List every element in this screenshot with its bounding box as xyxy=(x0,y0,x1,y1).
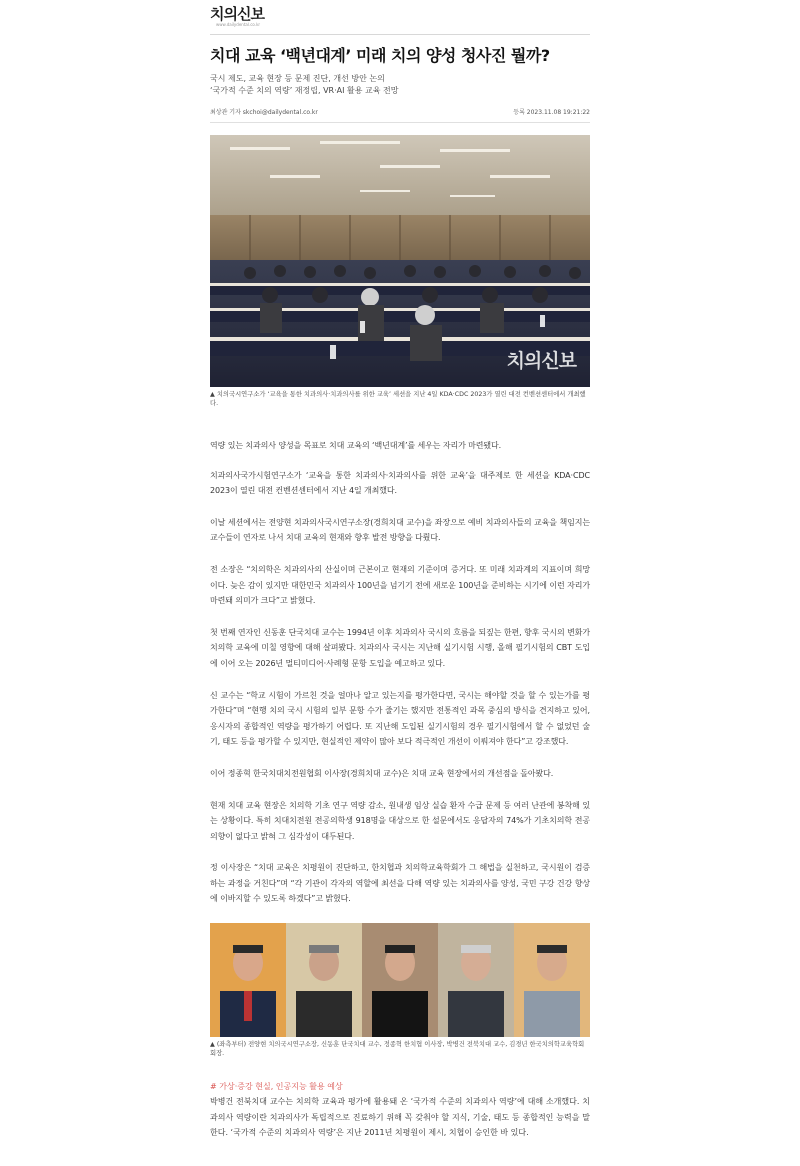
article-paragraph: 정 이사장은 “치대 교육은 치평원이 진단하고, 한치협과 치의학교육학회가 그 해법을 실천하고, 국시원이 검증하는 과정을 거친다”며 “각 기관이 각자의 역할에 최선을 다해 역량 있는 치과의사를 양성, 국민 구강 건강 향상에 이바지할 수 있도록 하겠다”고 밝혔다. xyxy=(210,863,590,904)
article-paragraph: 박병건 전북치대 교수는 치의학 교육과 평가에 활용돼 온 ‘국가적 수준의 치과의사 역량’에 대해 소개했다. 치과의사 역량이란 치과의사가 독립적으로 진료하기 위해 꼭 갖춰야 할 지식, 기술, 태도 등 종합적인 능력을 말한다. ‘국가적 수준의 치과의사 역량’은 지난 2011년 치평원이 제시, 치협이 승인한 바 있다. xyxy=(210,1097,590,1138)
site-url[interactable]: www.dailydental.co.kr xyxy=(216,22,261,27)
speaker-portrait xyxy=(438,923,514,1037)
header-divider xyxy=(210,34,590,35)
speakers-photo xyxy=(210,923,590,1037)
article-paragraph: 첫 번째 연자인 신동훈 단국치대 교수는 1994년 이후 치과의사 국시의 흐름을 되짚는 한편, 향후 국시의 변화가 치의학 교육에 미칠 영향에 대해 살펴봤다. 치과의사 국시는 지난해 실기시험 시행, 올해 필기시험의 CBT 도입에 이어 오는 2026년 멀티미디어·사례형 문항 도입을 예고하고 있다. xyxy=(210,627,590,668)
article-paragraph: 이날 세션에서는 전양현 치과의사국시연구소장(경희치대 교수)을 좌장으로 예비 치과의사들의 교육을 책임지는 교수들이 연자로 나서 치대 교육의 현재와 향후 발전 방향을 다뤘다. xyxy=(210,517,590,543)
section-heading: # 가상·증강 현실, 인공지능 활용 예상 xyxy=(210,1082,343,1092)
article-paragraph: 이어 정종혁 한국치대치전원협회 이사장(경희치대 교수)은 치대 교육 현장에서의 개선점을 돌아봤다. xyxy=(210,768,554,778)
article-subtitle xyxy=(210,73,590,97)
byline[interactable]: 최상관 기자 skchoi@dailydental.co.kr xyxy=(210,109,318,116)
site-header xyxy=(210,6,590,28)
article-page xyxy=(210,0,590,1141)
publish-date: 등록 2023.11.08 19:21:22 xyxy=(513,109,590,116)
article-paragraph: 치과의사국가시험연구소가 ‘교육을 통한 치과의사·치과의사를 위한 교육’을 대주제로 한 세션을 KDA·CDC 2023이 열린 대전 컨벤션센터에서 지난 4일 개최했다. xyxy=(210,470,590,496)
site-logo[interactable]: 치의신보 xyxy=(210,5,264,23)
subtitle-line: 국시 제도, 교육 현장 등 문제 진단, 개선 방안 논의 xyxy=(210,74,385,83)
section-body xyxy=(210,1094,590,1141)
speaker-portrait xyxy=(210,923,286,1037)
speaker-portrait xyxy=(514,923,590,1037)
speaker-portrait xyxy=(362,923,438,1037)
photo-caption: ▲ 치의국시연구소가 ‘교육을 통한 치과의사·치과의사를 위한 교육’ 세션을 지난 4일 KDA·CDC 2023가 열린 대전 컨벤션센터에서 개최했다. xyxy=(210,391,586,407)
speaker-portrait xyxy=(286,923,362,1037)
article-body xyxy=(210,438,590,907)
article-paragraph: 현재 치대 교육 현장은 치의학 기초 연구 역량 감소, 원내생 임상 실습 환자 수급 문제 등 여러 난관에 봉착해 있는 상황이다. 특히 치대치전원 전공의학생 918명을 대상으로 한 설문에서도 응답자의 74%가 기초치의학 전공 의향이 없다고 밝혀 그 심각성이 대두된다. xyxy=(210,800,590,841)
photo-watermark: 치의신보 xyxy=(506,350,576,372)
conference-photo xyxy=(210,135,590,387)
article-title: 치대 교육 ‘백년대계’ 미래 치의 양성 청사진 뭘까? xyxy=(210,46,550,65)
article-paragraph: 역량 있는 치과의사 양성을 목표로 치대 교육의 ‘백년대계’를 세우는 자리가 마련됐다. xyxy=(210,441,502,450)
article-paragraph: 전 소장은 “치의학은 치과의사의 산실이며 근본이고 현재의 기준이며 증거다. 또 미래 치과계의 지표이며 희망이다. 늦은 감이 있지만 대한민국 치과의사 100년을 넘기기 전에 새로운 100년을 준비하는 시기에 이런 자리가 마련돼 의미가 크다”고 밝혔다. xyxy=(210,564,590,606)
speakers-caption: ▲ (좌측부터) 전양현 치의국시연구소장, 신동훈 단국치대 교수, 정종혁 한치협 이사장, 박병건 전북치대 교수, 김경년 한국치의학교육학회 회장. xyxy=(210,1041,585,1058)
article-meta xyxy=(210,107,590,123)
subtitle-line: ‘국가적 수준 치의 역량’ 재정립, VR·AI 활용 교육 전망 xyxy=(210,86,399,95)
article-paragraph: 신 교수는 “학교 시험이 가르친 것을 얼마나 알고 있는지를 평가한다면, 국시는 해야할 것을 할 수 있는가를 평가한다”며 “현행 치의 국시 시험의 일부 문항 수가 줄기는 했지만 전통적인 과목 중심의 방식을 견지하고 있어, 응시자의 종합적인 역량을 평가하기 어렵다. 또 지난해 도입된 실기시험의 경우 필기시험에서 할 수 없었던 술기, 태도 등을 평가할 수 있지만, 현실적인 제약이 많아 보다 적극적인 개선이 이뤄져야 한다”고 강조했다. xyxy=(210,690,590,747)
